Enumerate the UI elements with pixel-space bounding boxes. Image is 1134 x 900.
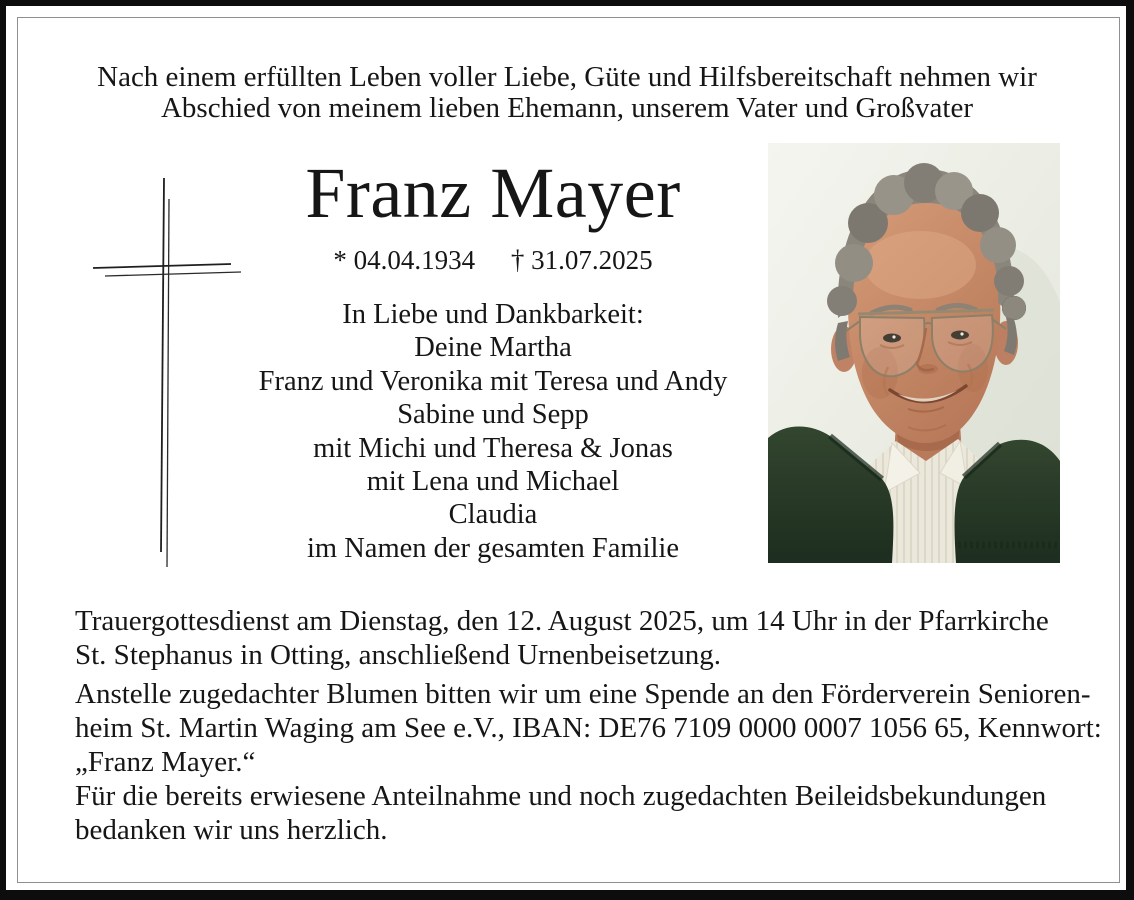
deceased-name: Franz Mayer [305, 153, 681, 233]
family-line: Sabine und Sepp [397, 399, 589, 431]
family-line: Claudia [448, 499, 538, 531]
thanks-paragraph [75, 779, 1065, 847]
donation-paragraph [75, 677, 1102, 779]
family-line: mit Michi und Theresa & Jonas [313, 432, 673, 464]
donation-line: „Franz Mayer.“ [75, 746, 256, 778]
family-line: Franz und Veronika mit Teresa und Andy [258, 365, 728, 397]
service-line: Trauergottesdienst am Dienstag, den 12. August 2025, um 14 Uhr in der Pfarrkirche [75, 605, 1049, 637]
birth-date: * 04.04.1934 [333, 245, 476, 275]
thanks-line: Für die bereits erwiesene Anteilnahme und noch zugedachten Beileidsbekundungen [75, 780, 1047, 812]
service-line: St. Stephanus in Otting, anschließend Urnenbeisetzung. [75, 639, 721, 671]
thanks-line: bedanken wir uns herzlich. [75, 814, 388, 846]
donation-line: Anstelle zugedachter Blumen bitten wir um eine Spende an den Förderverein Senioren- [75, 678, 1091, 710]
intro-line: Nach einem erfüllten Leben voller Liebe, Güte und Hilfsbereitschaft nehmen wir [97, 61, 1037, 93]
intro-line: Abschied von meinem lieben Ehemann, unserem Vater und Großvater [160, 92, 974, 124]
family-line: im Namen der gesamten Familie [307, 532, 679, 564]
death-date: † 31.07.2025 [510, 245, 653, 275]
family-line: Deine Martha [414, 332, 572, 364]
intro-paragraph [20, 62, 1114, 124]
donation-line: heim St. Martin Waging am See e.V., IBAN: DE76 7109 0000 0007 1056 65, Kennwort: [75, 712, 1102, 744]
service-paragraph [75, 604, 1065, 672]
portrait-photo [768, 143, 1060, 563]
family-line: mit Lena und Michael [366, 466, 620, 498]
family-line: In Liebe und Dankbarkeit: [342, 299, 644, 330]
